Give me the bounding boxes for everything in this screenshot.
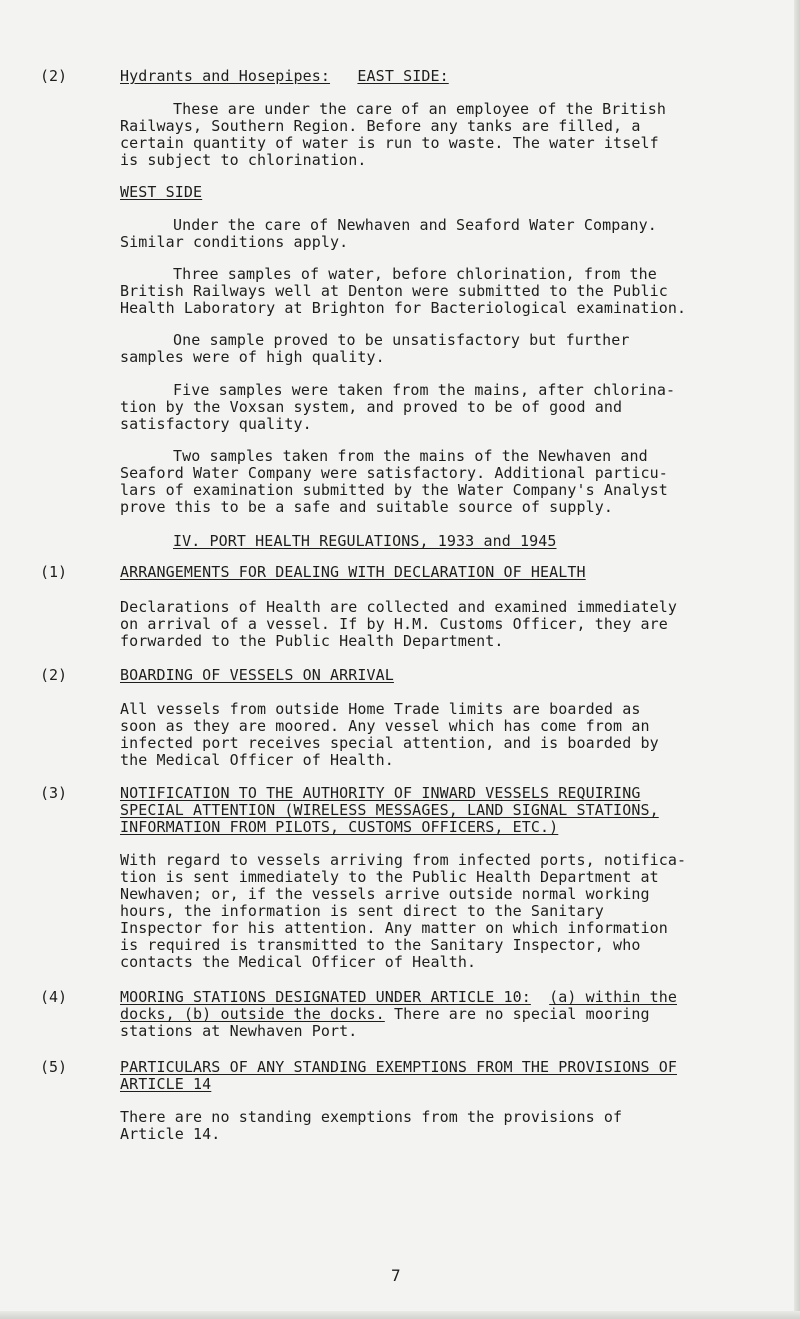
paragraph-line: One sample proved to be unsatisfactory but further [173, 331, 630, 349]
section-heading: INFORMATION FROM PILOTS, CUSTOMS OFFICERS, ETC.) [120, 818, 559, 836]
section-number: (1) [40, 563, 68, 581]
section-heading: ARTICLE 14 [120, 1075, 212, 1093]
paragraph-line: Health Laboratory at Brighton for Bacteriological examination. [120, 299, 687, 317]
section-number: (5) [40, 1058, 68, 1076]
mooring-text: There are no special mooring [393, 1005, 650, 1023]
paragraph-line: hours, the information is sent direct to the Sanitary [120, 902, 604, 920]
paragraph-line: on arrival of a vessel. If by H.M. Customs Officer, they are [120, 615, 668, 633]
paragraph-line: These are under the care of an employee of the British [173, 100, 667, 118]
paragraph-line: Seaford Water Company were satisfactory. Additional particu- [120, 464, 668, 482]
section-heading [120, 67, 449, 85]
paragraph-line: Railways, Southern Region. Before any tanks are filled, a [120, 117, 641, 135]
paragraph-line: Two samples taken from the mains of the Newhaven and [173, 447, 648, 465]
paragraph-line: satisfactory quality. [120, 415, 312, 433]
paragraph-line: tion is sent immediately to the Public Health Department at [120, 868, 659, 886]
paragraph-line: All vessels from outside Home Trade limits are boarded as [120, 700, 641, 718]
section-heading: BOARDING OF VESSELS ON ARRIVAL [120, 666, 394, 684]
heading-hydrants: Hydrants and Hosepipes: [120, 67, 331, 85]
paragraph-line: Newhaven; or, if the vessels arrive outside normal working [120, 885, 650, 903]
section-heading: SPECIAL ATTENTION (WIRELESS MESSAGES, LAND SIGNAL STATIONS, [120, 801, 659, 819]
paragraph-line: Three samples of water, before chlorination, from the [173, 265, 657, 283]
section-number: (2) [40, 666, 68, 684]
page-edge-shadow [0, 1311, 800, 1319]
heading-mooring-a: (a) within the [549, 988, 677, 1006]
section-heading: PARTICULARS OF ANY STANDING EXEMPTIONS FROM THE PROVISIONS OF [120, 1058, 677, 1076]
heading-east-side: EAST SIDE: [357, 67, 449, 85]
paragraph-line: prove this to be a safe and suitable source of supply. [120, 498, 614, 516]
paragraph-line: Inspector for his attention. Any matter on which information [120, 919, 668, 937]
paragraph-line: certain quantity of water is run to waste. The water itself [120, 134, 659, 152]
page-number: 7 [391, 1266, 401, 1285]
paragraph-line: Article 14. [120, 1125, 221, 1143]
paragraph-line: Similar conditions apply. [120, 233, 349, 251]
heading-mooring: MOORING STATIONS DESIGNATED UNDER ARTICLE 10: [120, 988, 531, 1006]
paragraph-line: Five samples were taken from the mains, after chlorina- [173, 381, 676, 399]
paragraph-line: soon as they are moored. Any vessel which has come from an [120, 717, 650, 735]
section-heading [120, 988, 677, 1006]
paragraph-line: lars of examination submitted by the Water Company's Analyst [120, 481, 668, 499]
paragraph-line: is required is transmitted to the Sanitary Inspector, who [120, 936, 641, 954]
paragraph-line: stations at Newhaven Port. [120, 1022, 358, 1040]
paragraph-line: contacts the Medical Officer of Health. [120, 953, 477, 971]
paragraph-line: There are no standing exemptions from the provisions of [120, 1108, 623, 1126]
section-number: (4) [40, 988, 68, 1006]
section-heading: ARRANGEMENTS FOR DEALING WITH DECLARATION OF HEALTH [120, 563, 586, 581]
west-side-heading: WEST SIDE [120, 183, 203, 201]
section-number: (2) [40, 67, 68, 85]
paragraph-line: samples were of high quality. [120, 348, 385, 366]
paragraph-line: Under the care of Newhaven and Seaford Water Company. [173, 216, 657, 234]
paragraph-line: the Medical Officer of Health. [120, 751, 394, 769]
part-iv-heading: IV. PORT HEALTH REGULATIONS, 1933 and 1945 [173, 532, 557, 550]
section-heading: NOTIFICATION TO THE AUTHORITY OF INWARD VESSELS REQUIRING [120, 784, 641, 802]
paragraph-line: With regard to vessels arriving from infected ports, notifica- [120, 851, 687, 869]
paragraph-line: British Railways well at Denton were submitted to the Public [120, 282, 668, 300]
paragraph-line: tion by the Voxsan system, and proved to be of good and [120, 398, 623, 416]
heading-mooring-b: docks, (b) outside the docks. [120, 1005, 385, 1023]
paragraph-line [120, 1005, 650, 1023]
section-number: (3) [40, 784, 68, 802]
page-edge-shadow [794, 0, 800, 1319]
paragraph-line: Declarations of Health are collected and examined immediately [120, 598, 677, 616]
paragraph-line: is subject to chlorination. [120, 151, 367, 169]
paragraph-line: forwarded to the Public Health Department. [120, 632, 504, 650]
paragraph-line: infected port receives special attention, and is boarded by [120, 734, 659, 752]
